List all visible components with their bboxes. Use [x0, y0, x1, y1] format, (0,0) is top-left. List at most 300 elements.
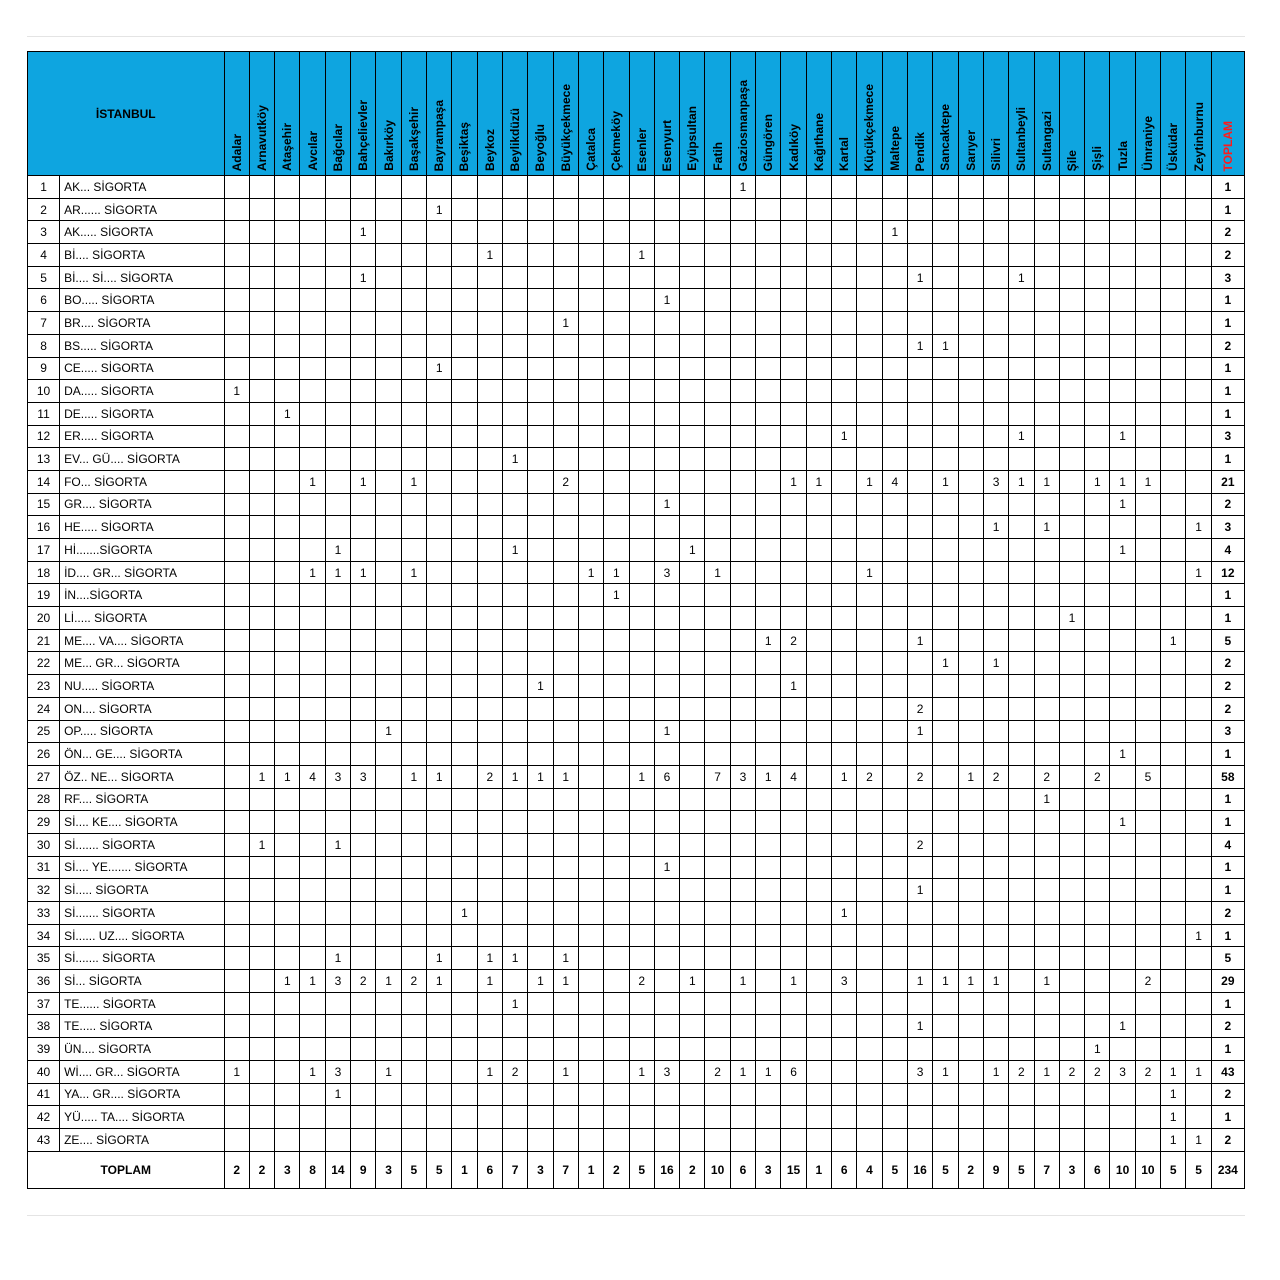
count-cell — [401, 743, 426, 766]
count-cell — [832, 176, 857, 199]
count-cell — [325, 629, 350, 652]
count-cell — [1161, 198, 1186, 221]
count-cell — [351, 947, 376, 970]
count-cell — [629, 856, 654, 879]
count-cell — [882, 289, 907, 312]
count-cell — [1009, 720, 1034, 743]
row-number: 13 — [28, 448, 60, 471]
count-cell — [427, 402, 452, 425]
count-cell — [958, 176, 983, 199]
count-cell — [1135, 697, 1160, 720]
count-cell — [832, 743, 857, 766]
count-cell — [275, 1038, 300, 1061]
count-cell — [300, 743, 325, 766]
count-cell — [857, 992, 882, 1015]
count-cell — [224, 1106, 249, 1129]
company-name: Sİ..... SİGORTA — [60, 879, 224, 902]
count-cell — [680, 675, 705, 698]
count-cell — [933, 856, 958, 879]
count-cell — [502, 357, 527, 380]
count-cell — [958, 561, 983, 584]
count-cell — [1110, 788, 1135, 811]
count-cell — [756, 312, 781, 335]
count-cell — [857, 856, 882, 879]
count-cell — [553, 198, 578, 221]
count-cell — [705, 743, 730, 766]
count-cell — [376, 856, 401, 879]
count-cell — [680, 833, 705, 856]
count-cell — [1059, 244, 1084, 267]
count-cell — [376, 198, 401, 221]
count-cell — [477, 334, 502, 357]
count-cell — [958, 811, 983, 834]
count-cell — [781, 811, 806, 834]
district-header — [325, 52, 350, 176]
count-cell: 1 — [1110, 539, 1135, 562]
count-cell — [452, 493, 477, 516]
count-cell — [1059, 402, 1084, 425]
count-cell — [781, 788, 806, 811]
table-row — [28, 924, 1245, 947]
count-cell — [604, 879, 629, 902]
count-cell — [1186, 493, 1211, 516]
count-cell — [275, 312, 300, 335]
count-cell — [427, 788, 452, 811]
count-cell — [351, 244, 376, 267]
count-cell — [1085, 811, 1110, 834]
column-total: 4 — [857, 1151, 882, 1188]
count-cell — [680, 1083, 705, 1106]
count-cell — [300, 493, 325, 516]
district-header — [1085, 52, 1110, 176]
count-cell — [604, 1015, 629, 1038]
count-cell — [1085, 720, 1110, 743]
count-cell — [376, 493, 401, 516]
count-cell — [553, 833, 578, 856]
count-cell — [224, 856, 249, 879]
count-cell — [629, 720, 654, 743]
count-cell — [275, 629, 300, 652]
count-cell — [1085, 924, 1110, 947]
count-cell — [578, 1038, 603, 1061]
count-cell — [1110, 947, 1135, 970]
count-cell — [1085, 1015, 1110, 1038]
district-header — [806, 52, 831, 176]
count-cell — [832, 1128, 857, 1151]
count-cell — [1085, 833, 1110, 856]
count-cell — [1059, 833, 1084, 856]
count-cell — [376, 1128, 401, 1151]
district-header — [1059, 52, 1084, 176]
company-name: Sİ...... UZ.... SİGORTA — [60, 924, 224, 947]
count-cell: 1 — [1110, 811, 1135, 834]
count-cell — [781, 561, 806, 584]
district-header — [578, 52, 603, 176]
count-cell — [452, 470, 477, 493]
count-cell — [1034, 312, 1059, 335]
count-cell — [1135, 266, 1160, 289]
count-cell — [401, 924, 426, 947]
row-total: 3 — [1211, 720, 1244, 743]
count-cell — [983, 947, 1008, 970]
count-cell — [756, 402, 781, 425]
count-cell — [224, 289, 249, 312]
count-cell — [553, 856, 578, 879]
count-cell — [983, 924, 1008, 947]
count-cell — [705, 493, 730, 516]
count-cell — [528, 947, 553, 970]
count-cell — [477, 448, 502, 471]
count-cell: 1 — [553, 970, 578, 993]
count-cell: 1 — [528, 675, 553, 698]
count-cell — [224, 425, 249, 448]
table-row — [28, 244, 1245, 267]
district-header-label: Sultangazi — [1039, 110, 1054, 171]
count-cell — [882, 902, 907, 925]
count-cell — [907, 652, 932, 675]
count-cell — [249, 266, 274, 289]
count-cell — [325, 425, 350, 448]
count-cell — [528, 1015, 553, 1038]
count-cell: 3 — [351, 765, 376, 788]
count-cell — [325, 675, 350, 698]
count-cell — [351, 584, 376, 607]
count-cell — [832, 1083, 857, 1106]
district-header — [1009, 52, 1034, 176]
count-cell: 1 — [629, 1060, 654, 1083]
district-header-label: Tuzla — [1115, 141, 1130, 171]
count-cell — [452, 334, 477, 357]
row-number: 4 — [28, 244, 60, 267]
count-cell — [1186, 266, 1211, 289]
count-cell — [325, 1106, 350, 1129]
count-cell — [857, 675, 882, 698]
count-cell — [857, 788, 882, 811]
count-cell: 2 — [907, 765, 932, 788]
count-cell — [958, 493, 983, 516]
count-cell — [452, 561, 477, 584]
district-header — [781, 52, 806, 176]
count-cell — [477, 1128, 502, 1151]
count-cell — [629, 470, 654, 493]
district-header-label: Sarıyer — [963, 130, 978, 171]
count-cell — [1059, 584, 1084, 607]
row-total: 1 — [1211, 1038, 1244, 1061]
count-cell — [730, 380, 755, 403]
count-cell — [528, 652, 553, 675]
count-cell — [1161, 493, 1186, 516]
count-cell — [857, 584, 882, 607]
count-cell — [376, 924, 401, 947]
district-header — [756, 52, 781, 176]
count-cell — [1059, 380, 1084, 403]
count-cell — [781, 289, 806, 312]
count-cell — [502, 629, 527, 652]
count-cell — [958, 470, 983, 493]
count-cell — [528, 788, 553, 811]
count-cell — [528, 244, 553, 267]
district-header-label: Çatalca — [584, 128, 599, 171]
count-cell — [325, 924, 350, 947]
count-cell — [1186, 811, 1211, 834]
count-cell — [351, 539, 376, 562]
count-cell — [249, 425, 274, 448]
count-cell — [452, 947, 477, 970]
count-cell — [680, 425, 705, 448]
count-cell — [832, 947, 857, 970]
column-total: 2 — [249, 1151, 274, 1188]
count-cell — [477, 675, 502, 698]
count-cell — [249, 1128, 274, 1151]
count-cell — [1034, 380, 1059, 403]
count-cell — [1161, 516, 1186, 539]
count-cell — [882, 607, 907, 630]
count-cell — [376, 675, 401, 698]
count-cell — [958, 902, 983, 925]
count-cell: 6 — [781, 1060, 806, 1083]
count-cell — [1135, 947, 1160, 970]
count-cell: 1 — [376, 1060, 401, 1083]
count-cell: 2 — [907, 833, 932, 856]
count-cell — [857, 266, 882, 289]
count-cell — [1034, 629, 1059, 652]
count-cell — [1009, 584, 1034, 607]
count-cell — [604, 856, 629, 879]
count-cell — [933, 697, 958, 720]
count-cell — [857, 811, 882, 834]
count-cell — [1059, 516, 1084, 539]
row-total: 1 — [1211, 924, 1244, 947]
district-header — [857, 52, 882, 176]
count-cell — [275, 902, 300, 925]
count-cell — [983, 1015, 1008, 1038]
count-cell — [553, 652, 578, 675]
count-cell — [882, 1038, 907, 1061]
count-cell — [604, 811, 629, 834]
count-cell — [654, 1015, 679, 1038]
count-cell — [249, 720, 274, 743]
count-cell — [756, 1128, 781, 1151]
count-cell — [781, 879, 806, 902]
count-cell — [1135, 539, 1160, 562]
count-cell — [1009, 1038, 1034, 1061]
count-cell — [300, 357, 325, 380]
count-cell — [1110, 652, 1135, 675]
table-row — [28, 811, 1245, 834]
count-cell — [705, 675, 730, 698]
count-cell — [1009, 697, 1034, 720]
count-cell — [958, 1015, 983, 1038]
count-cell — [1186, 357, 1211, 380]
count-cell — [680, 743, 705, 766]
count-cell: 1 — [401, 470, 426, 493]
count-cell — [300, 244, 325, 267]
count-cell: 2 — [907, 697, 932, 720]
count-cell — [528, 357, 553, 380]
count-cell: 1 — [325, 947, 350, 970]
count-cell — [452, 811, 477, 834]
count-cell — [477, 425, 502, 448]
count-cell — [452, 312, 477, 335]
count-cell — [756, 334, 781, 357]
count-cell — [351, 312, 376, 335]
count-cell — [1085, 198, 1110, 221]
count-cell — [806, 697, 831, 720]
count-cell — [1161, 244, 1186, 267]
row-number: 24 — [28, 697, 60, 720]
count-cell: 7 — [705, 765, 730, 788]
count-cell — [958, 312, 983, 335]
count-cell — [983, 289, 1008, 312]
count-cell — [806, 1015, 831, 1038]
count-cell — [933, 448, 958, 471]
count-cell — [553, 448, 578, 471]
table-row — [28, 1128, 1245, 1151]
count-cell: 1 — [477, 1060, 502, 1083]
count-cell — [275, 584, 300, 607]
count-cell — [933, 924, 958, 947]
count-cell — [275, 652, 300, 675]
count-cell: 5 — [1135, 765, 1160, 788]
count-cell — [882, 176, 907, 199]
company-name: DE..... SİGORTA — [60, 402, 224, 425]
count-cell — [553, 516, 578, 539]
count-cell — [553, 334, 578, 357]
count-cell: 1 — [351, 221, 376, 244]
count-cell: 1 — [781, 675, 806, 698]
table-row — [28, 493, 1245, 516]
count-cell — [452, 448, 477, 471]
count-cell — [401, 539, 426, 562]
company-name: YÜ..... TA.... SİGORTA — [60, 1106, 224, 1129]
row-total: 5 — [1211, 947, 1244, 970]
column-total: 5 — [629, 1151, 654, 1188]
count-cell — [882, 312, 907, 335]
count-cell — [325, 334, 350, 357]
count-cell — [325, 856, 350, 879]
count-cell — [1034, 539, 1059, 562]
count-cell: 1 — [300, 470, 325, 493]
count-cell — [553, 1083, 578, 1106]
count-cell: 1 — [730, 970, 755, 993]
count-cell: 1 — [477, 970, 502, 993]
count-cell: 3 — [983, 470, 1008, 493]
count-cell — [1034, 720, 1059, 743]
count-cell — [629, 675, 654, 698]
count-cell — [604, 902, 629, 925]
count-cell — [933, 902, 958, 925]
count-cell — [604, 992, 629, 1015]
count-cell — [680, 312, 705, 335]
count-cell — [756, 493, 781, 516]
count-cell — [578, 924, 603, 947]
count-cell — [1110, 697, 1135, 720]
count-cell — [376, 425, 401, 448]
count-cell — [578, 629, 603, 652]
count-cell — [1085, 629, 1110, 652]
count-cell — [604, 1060, 629, 1083]
count-cell — [452, 1060, 477, 1083]
count-cell — [983, 1128, 1008, 1151]
column-total: 2 — [958, 1151, 983, 1188]
count-cell — [781, 924, 806, 947]
count-cell — [857, 380, 882, 403]
count-cell — [502, 425, 527, 448]
count-cell: 1 — [1085, 1038, 1110, 1061]
district-header — [376, 52, 401, 176]
count-cell: 1 — [325, 561, 350, 584]
count-cell — [376, 607, 401, 630]
count-cell: 2 — [1009, 1060, 1034, 1083]
count-cell — [604, 1128, 629, 1151]
count-cell — [983, 720, 1008, 743]
count-cell — [401, 198, 426, 221]
count-cell — [1135, 1128, 1160, 1151]
count-cell — [1034, 221, 1059, 244]
count-cell — [1135, 244, 1160, 267]
count-cell — [1009, 765, 1034, 788]
count-cell — [806, 176, 831, 199]
row-total: 21 — [1211, 470, 1244, 493]
count-cell — [1034, 856, 1059, 879]
count-cell — [1161, 266, 1186, 289]
count-cell — [376, 334, 401, 357]
count-cell — [958, 539, 983, 562]
count-cell: 1 — [401, 561, 426, 584]
count-cell — [730, 607, 755, 630]
count-cell: 1 — [730, 176, 755, 199]
count-cell — [1135, 811, 1160, 834]
count-cell — [249, 244, 274, 267]
count-cell — [1161, 833, 1186, 856]
count-cell — [882, 970, 907, 993]
row-total: 2 — [1211, 675, 1244, 698]
company-name: Hİ.......SİGORTA — [60, 539, 224, 562]
row-number: 23 — [28, 675, 60, 698]
count-cell — [857, 652, 882, 675]
count-cell — [958, 334, 983, 357]
row-total: 3 — [1211, 266, 1244, 289]
count-cell — [1186, 629, 1211, 652]
count-cell — [401, 1128, 426, 1151]
count-cell: 1 — [604, 584, 629, 607]
count-cell — [933, 402, 958, 425]
count-cell — [1059, 856, 1084, 879]
count-cell — [680, 334, 705, 357]
count-cell: 1 — [983, 516, 1008, 539]
count-cell — [654, 244, 679, 267]
count-cell: 1 — [502, 947, 527, 970]
column-total: 14 — [325, 1151, 350, 1188]
row-total: 5 — [1211, 629, 1244, 652]
count-cell — [249, 856, 274, 879]
company-name: Bİ.... SİGORTA — [60, 244, 224, 267]
count-cell — [528, 1128, 553, 1151]
count-cell — [680, 516, 705, 539]
table-row — [28, 833, 1245, 856]
count-cell — [275, 924, 300, 947]
count-cell — [477, 402, 502, 425]
count-cell — [958, 652, 983, 675]
count-cell — [1161, 1038, 1186, 1061]
count-cell — [756, 902, 781, 925]
count-cell — [629, 607, 654, 630]
count-cell — [1186, 221, 1211, 244]
district-header — [224, 52, 249, 176]
row-total: 1 — [1211, 289, 1244, 312]
count-cell — [1059, 425, 1084, 448]
row-number: 36 — [28, 970, 60, 993]
